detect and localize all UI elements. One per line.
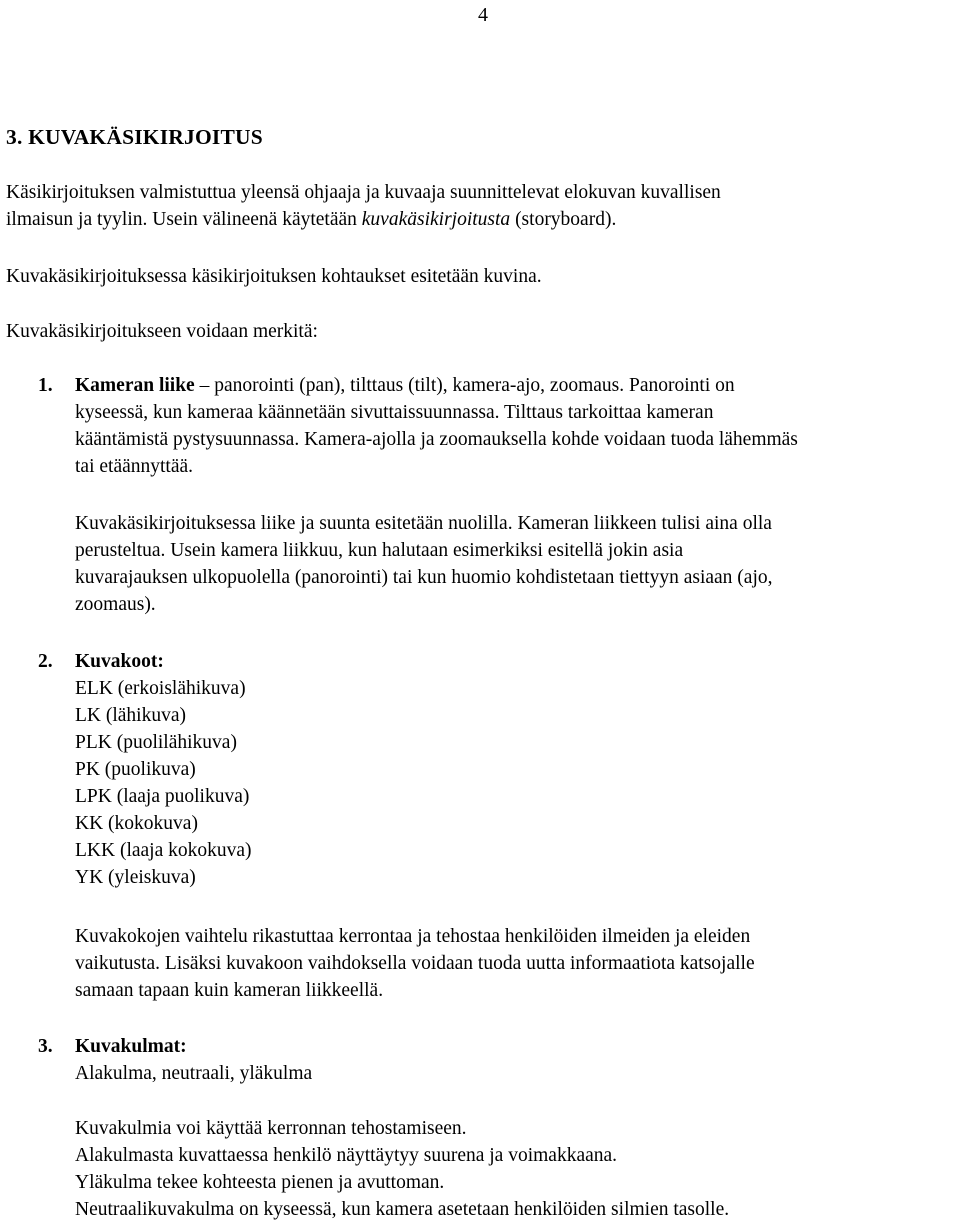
shot-size: PK (puolikuva): [75, 759, 196, 780]
camera-movement-line-3: kääntämistä pystysuunnassa. Kamera-ajolla ja zoomauksella kohde voidaan tuoda lähemmäs: [75, 429, 798, 450]
shot-size: LK (lähikuva): [75, 705, 187, 726]
shot-size: YK (yleiskuva): [75, 867, 196, 888]
shot-size: ELK (erkoislähikuva): [75, 678, 246, 699]
page-number: 4: [478, 4, 488, 26]
shot-size: PLK (puolilähikuva): [75, 732, 237, 753]
camera-movement-line-1: Kameran liike – panorointi (pan), tilttaus (tilt), kamera-ajo, zoomaus. Panorointi on: [75, 375, 735, 396]
section-heading: 3. KUVAKÄSIKIRJOITUS: [6, 125, 263, 149]
list-number: 3.: [38, 1036, 53, 1057]
markable-items-intro: Kuvakäsikirjoitukseen voidaan merkitä:: [6, 321, 318, 342]
list-number: 2.: [38, 651, 53, 672]
item-title: Kameran liike: [75, 375, 195, 396]
intro-line-2: ilmaisun ja tyylin. Usein välineenä käytetään kuvakäsikirjoitusta (storyboard).: [6, 209, 617, 230]
intro-paragraph: [6, 179, 956, 233]
shot-size: KK (kokokuva): [75, 813, 198, 834]
shot-sizes-note: Kuvakokojen vaihtelu rikastuttaa kerrontaa ja tehostaa henkilöiden ilmeiden ja eleiden vaikutusta. Lisäksi kuvakoon vaihdoksella voidaan tuoda uutta informaatiota katsojalle samaan tapaan kuin kameran liikkeellä.: [75, 926, 755, 1001]
list-item-camera-movement: [38, 372, 958, 480]
camera-angles-note: Kuvakulmia voi käyttää kerronnan tehostamiseen. Alakulmasta kuvattaessa henkilö näyttäytyy suurena ja voimakkaana. Yläkulma tekee kohteesta pienen ja avuttoman. Neutraalikuvakulma on kyseessä, kun kamera asetetaan henkilöiden silmien tasolle.: [75, 1118, 730, 1220]
item-title: Kuvakoot:: [75, 651, 164, 672]
camera-movement-line-2: kyseessä, kun kameraa käännetään sivuttaissuunnassa. Tilttaus tarkoittaa kameran: [75, 402, 714, 423]
item-title: Kuvakulmat:: [75, 1036, 187, 1057]
camera-movement-note: Kuvakäsikirjoituksessa liike ja suunta esitetään nuolilla. Kameran liikkeen tulisi aina olla perusteltua. Usein kamera liikkuu, kun halutaan esimerkiksi esitellä jokin asia kuvarajauksen ulkopuolella (panorointi) tai kun huomio kohdistetaan tiettyyn asiaan (ajo, zoomaus).: [75, 513, 773, 615]
camera-movement-line-4: tai etäännyttää.: [75, 456, 194, 477]
intro-line-1: Käsikirjoituksen valmistuttua yleensä ohjaaja ja kuvaaja suunnittelevat elokuvan kuvallisen: [6, 182, 721, 203]
camera-angles-list: Alakulma, neutraali, yläkulma: [75, 1063, 313, 1084]
storyboard-description: Kuvakäsikirjoituksessa käsikirjoituksen kohtaukset esitetään kuvina.: [6, 266, 542, 287]
storyboard-term: kuvakäsikirjoitusta: [361, 209, 511, 230]
shot-size: LKK (laaja kokokuva): [75, 840, 252, 861]
list-number: 1.: [38, 375, 53, 396]
list-item-shot-sizes: [38, 648, 958, 891]
list-item-camera-angles: [38, 1033, 958, 1087]
shot-size: LPK (laaja puolikuva): [75, 786, 250, 807]
